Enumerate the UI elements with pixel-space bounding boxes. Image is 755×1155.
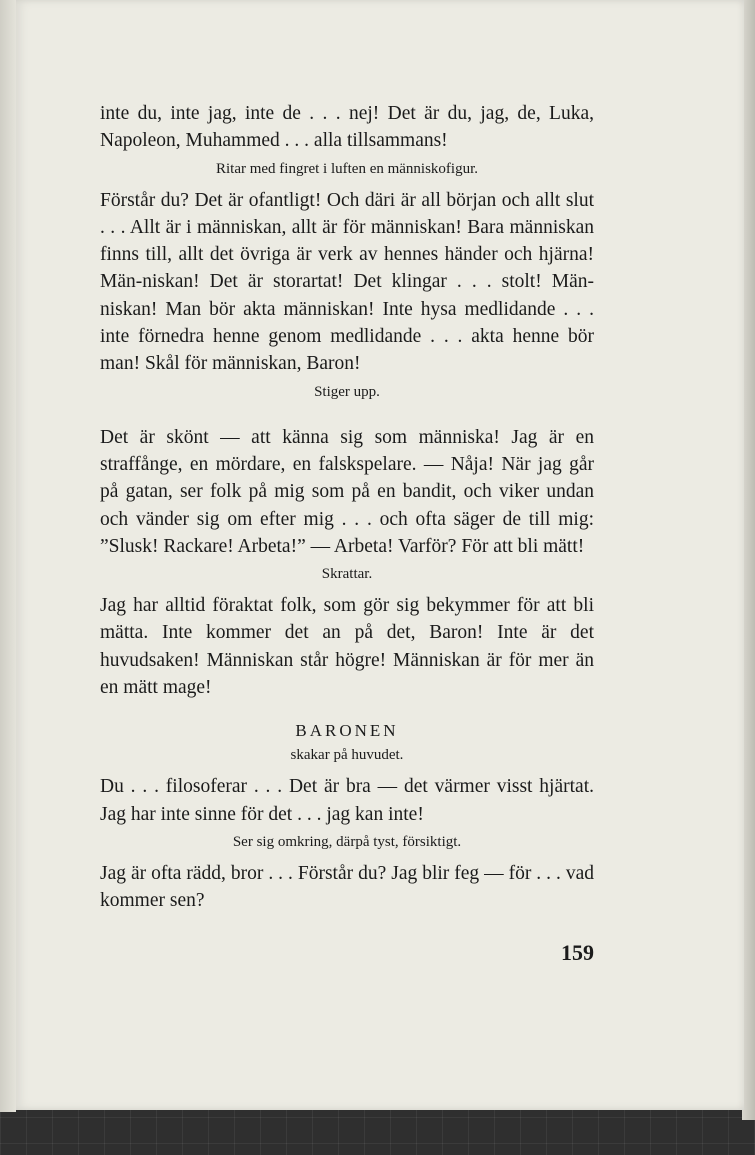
stage-direction: Stiger upp.: [314, 383, 380, 400]
stage-direction: Skrattar.: [321, 566, 373, 583]
dialogue-paragraph: Det är skönt — att känna sig som människa! Jag är en straffånge, en mördare, en falskspelare. — Nåja! När jag går på gatan, ser folk på mig som på en bandit, och viker undan och vänder sig om efter mig . . . och ofta säger de till mig: ”Slusk! Rackare! Arbeta!” — Arbeta! Varför? För att bli mätt!: [100, 426, 594, 557]
page-content: [100, 100, 594, 915]
stage-direction: Ritar med fingret i luften en människofigur.: [215, 160, 479, 177]
dialogue-paragraph: Jag har alltid föraktat folk, som gör sig bekymmer för att bli mätta. Inte kommer det an på det, Baron! Inte är det huvudsaken! Människan står högre! Människan är för mer än en mätt mage!: [100, 595, 594, 699]
page-edge-left: [0, 0, 16, 1112]
speaker-name: BARONEN: [295, 721, 399, 741]
paragraph-gap: [100, 410, 594, 424]
page-number: 159: [561, 940, 594, 965]
stage-direction: skakar på huvudet.: [290, 747, 404, 764]
dialogue-paragraph: Förstår du? Det är ofantligt! Och däri är all början och allt slut . . . Allt är i människan, allt är för människan! Bara människan finns till, allt det övriga är verk av hennes händer och hjärna! Män-niskan! Det är storartat! Det klingar . . . stolt! Män-niskan! Man bör akta människan! Inte hysa medlidande . . . inte förnedra henne genom medlidande . . . akta henne bör man! Skål för människan, Baron!: [100, 189, 594, 375]
stage-direction: Ser sig omkring, därpå tyst, försiktigt.: [232, 833, 462, 850]
dialogue-paragraph: Du . . . filosoferar . . . Det är bra — det värmer visst hjärtat. Jag har inte sinne för det . . . jag kan inte!: [100, 776, 594, 825]
dialogue-paragraph: inte du, inte jag, inte de . . . nej! Det är du, jag, de, Luka, Napoleon, Muhammed . . . alla tillsammans!: [100, 103, 594, 152]
dialogue-paragraph: Jag är ofta rädd, bror . . . Förstår du? Jag blir feg — för . . . vad kommer sen?: [100, 862, 594, 912]
